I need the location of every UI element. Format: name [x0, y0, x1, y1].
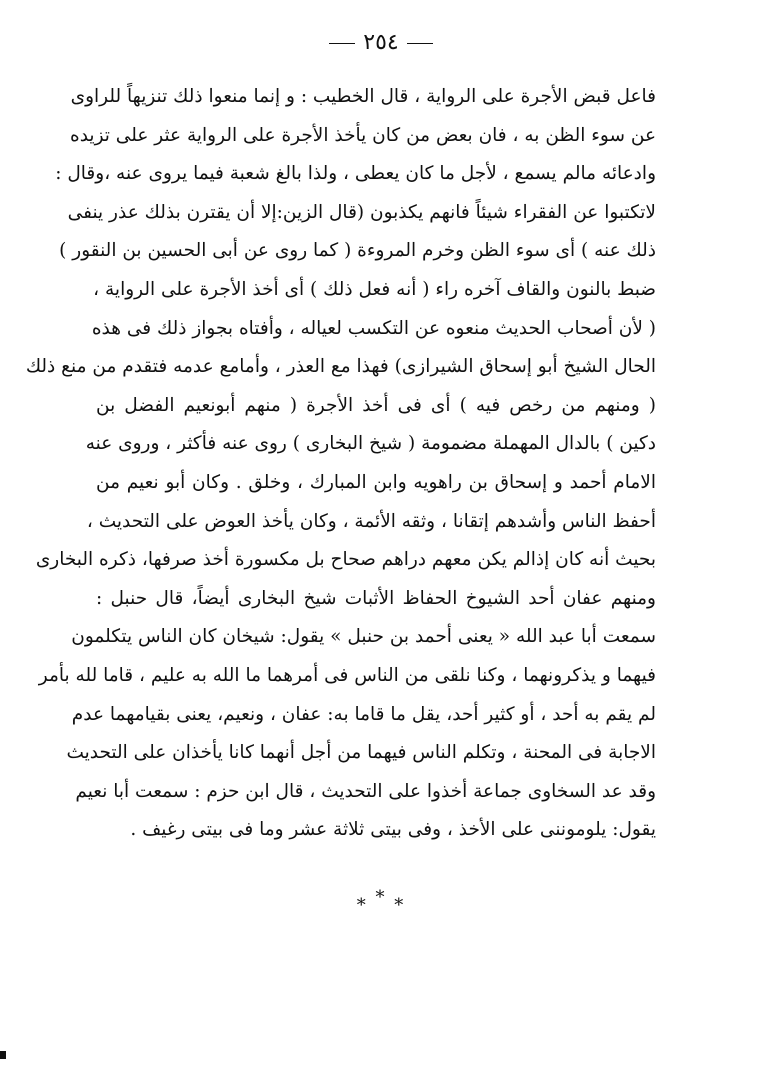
- text-line: لاتكتبوا عن الفقراء شيئاً فانهم يكذبون (قال الزين:إلا أن يقترن بذلك عذر ينفى: [67, 201, 656, 223]
- header-dash-left: [329, 43, 355, 44]
- text-line: الاجابة فى المحنة ، وتكلم الناس فيهما من أجل أنهما كانا يأخذان على التحديث: [66, 742, 656, 764]
- ornament-star-icon: *: [394, 895, 406, 916]
- text-line: ذلك عنه ) أى سوء الظن وخرم المروءة ( كما روى عن أبى الحسين بن النقور ): [59, 240, 656, 262]
- text-line: وقد عد السخاوى جماعة أخذوا على التحديث ، قال ابن حزم : سمعت أبا نعيم: [75, 780, 656, 802]
- text-line: أحفظ الناس وأشدهم إتقانا ، وثقه الأئمة ، وكان يأخذ العوض على التحديث ،: [86, 510, 656, 532]
- text-line: ( ومنهم من رخص فيه ) أى فى أخذ الأجرة ( منهم أبونعيم الفضل بن: [96, 394, 656, 416]
- body-text: [25, 78, 656, 850]
- page-header: [0, 30, 762, 55]
- text-line: الحال الشيخ أبو إسحاق الشيرازى) فهذا مع العذر ، وأمامع عدمه فتقدم من منع ذلك: [25, 356, 656, 378]
- text-line: ( لأن أصحاب الحديث منعوه عن التكسب لعياله ، وأفتاه بجواز ذلك فى هذه: [91, 317, 656, 339]
- ornament-star-icon: *: [356, 895, 368, 916]
- text-line: يقول: يلوموننى على الأخذ ، وفى بيتى ثلاثة عشر وما فى بيتى رغيف .: [130, 819, 656, 841]
- text-line: عن سوء الظن به ، فان بعض من كان يأخذ الأجرة على الرواية عثر على تزيده: [70, 124, 656, 146]
- header-dash-right: [407, 43, 433, 44]
- section-ornament: [0, 887, 762, 916]
- text-line: ضبط بالنون والقاف آخره راء ( أنه فعل ذلك ) أى أخذ الأجرة على الرواية ،: [93, 278, 656, 300]
- text-line: الامام أحمد و إسحاق بن راهويه وابن المبارك ، وخلق . وكان أبو نعيم من: [96, 471, 656, 493]
- text-line: فيهما و يذكرونهما ، وكنا نلقى من الناس فى أمرهما ما الله به عليم ، قاما لله بأمر: [38, 664, 656, 686]
- page-number: ٢٥٤: [363, 30, 399, 55]
- text-line: لم يقم به أحد ، أو كثير أحد، يقل ما قاما به: عفان ، ونعيم، يعنى بقيامهما عدم: [71, 703, 656, 725]
- text-line: وادعائه مالم يسمع ، لأجل ما كان يعطى ، ولذا بالغ شعبة فيما يروى عنه ،وقال :: [55, 163, 656, 185]
- text-line: ومنهم عفان أحد الشيوخ الحفاظ الأثبات شيخ البخارى أيضاً، قال حنبل :: [96, 587, 656, 609]
- ornament-star-icon: *: [375, 887, 387, 908]
- text-line: فاعل قبض الأجرة على الرواية ، قال الخطيب : و إنما منعوا ذلك تنزيهاً للراوى: [70, 86, 656, 107]
- margin-mark: [0, 1051, 6, 1059]
- text-line: سمعت أبا عبد الله « يعنى أحمد بن حنبل » يقول: شيخان كان الناس يتكلمون: [71, 626, 656, 648]
- text-line: بحيث أنه كان إذالم يكن معهم دراهم صحاح بل مكسورة أخذ صرفها، ذكره البخارى: [35, 549, 656, 571]
- text-line: دكين ) بالدال المهملة مضمومة ( شيخ البخارى ) روى عنه فأكثر ، وروى عنه: [85, 433, 656, 455]
